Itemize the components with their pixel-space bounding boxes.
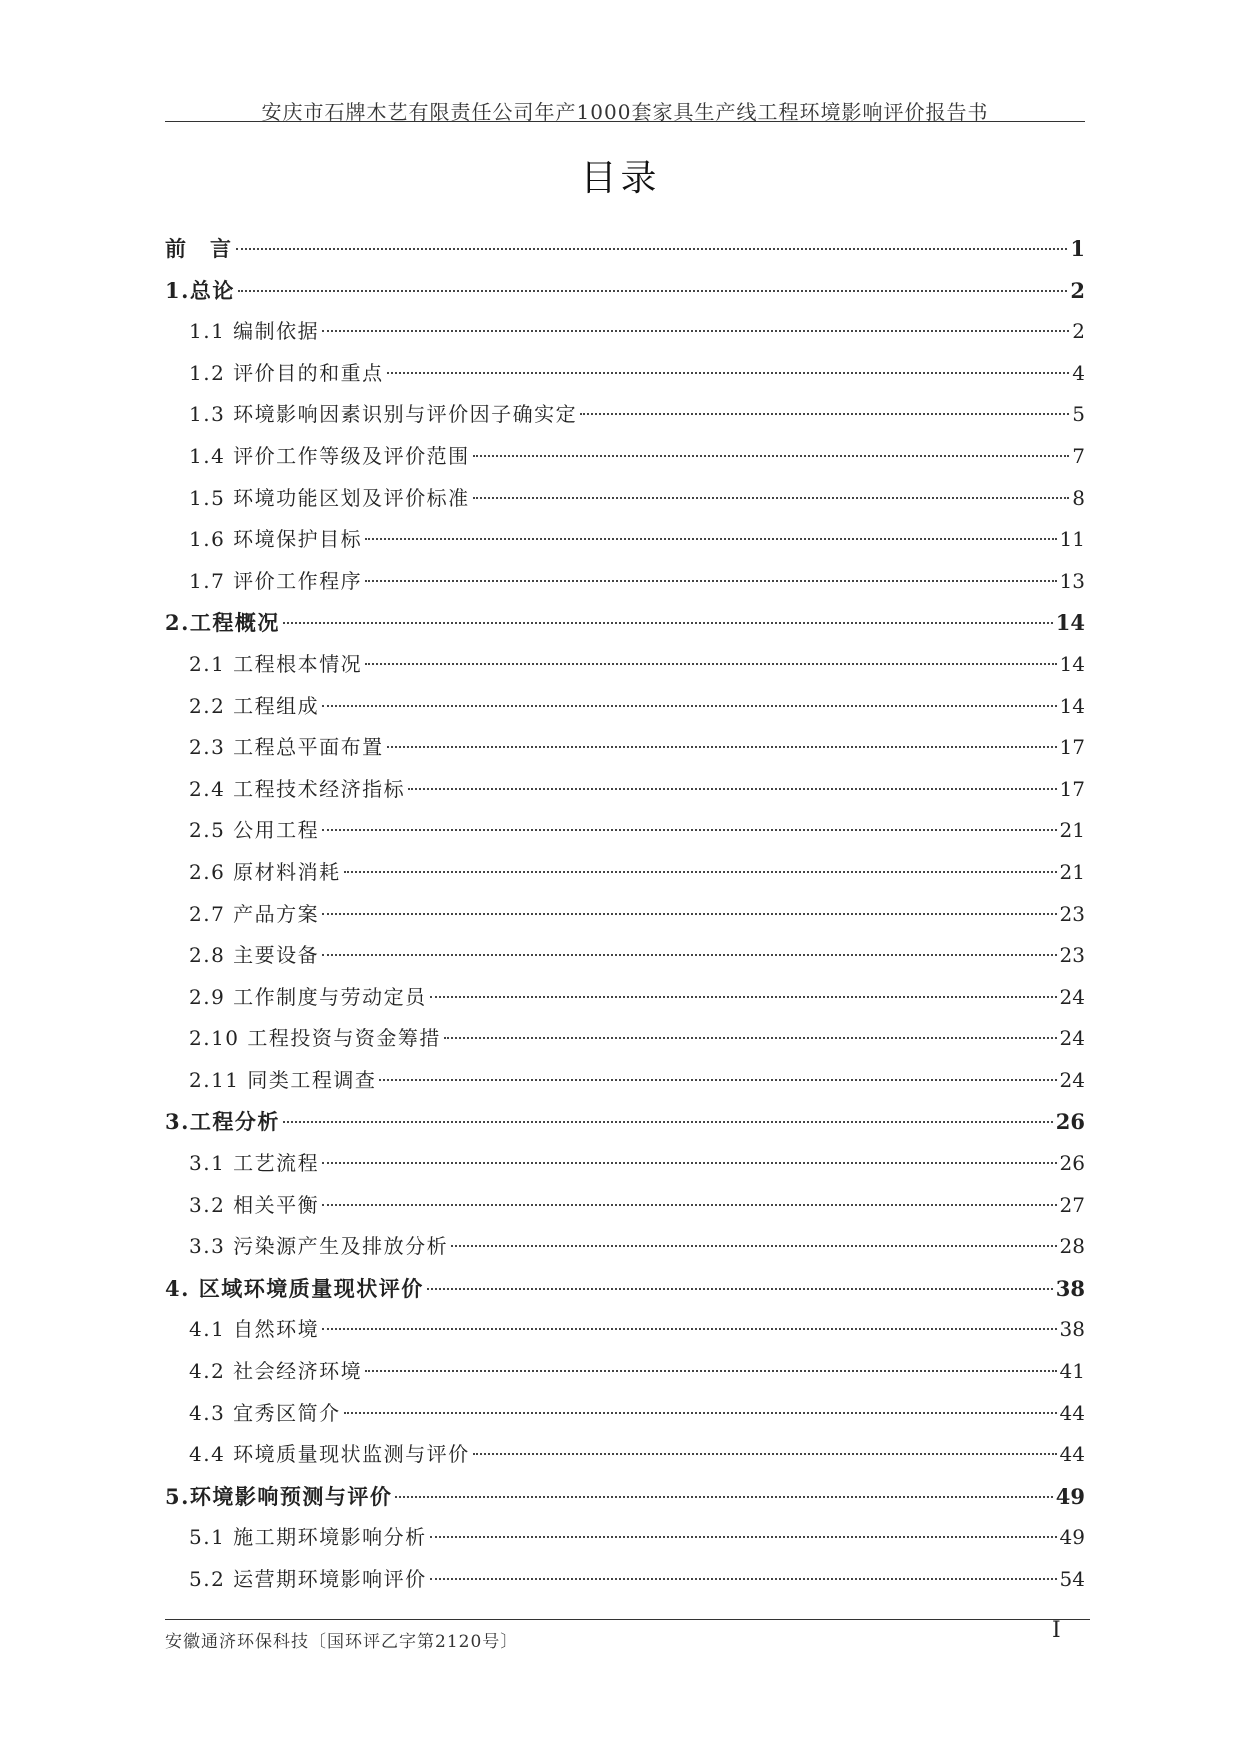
toc-entry[interactable] bbox=[165, 1476, 1085, 1518]
toc-entry-page-number: 41 bbox=[1059, 1359, 1085, 1384]
toc-entry-page-number: 5 bbox=[1072, 402, 1085, 427]
toc-entry[interactable] bbox=[165, 1309, 1085, 1351]
toc-entry-page-number: 14 bbox=[1059, 651, 1085, 676]
toc-entry[interactable] bbox=[165, 436, 1085, 478]
toc-leader-dots bbox=[322, 913, 1056, 915]
toc-leader-dots bbox=[322, 954, 1056, 956]
toc-entry-page-number: 54 bbox=[1059, 1567, 1085, 1591]
toc-entry-label: 1.2 评价目的和重点 bbox=[189, 360, 384, 385]
toc-entry-label: 1.总论 bbox=[165, 277, 235, 303]
toc-entry-label: 3.1 工艺流程 bbox=[189, 1151, 320, 1176]
toc-leader-dots bbox=[395, 1496, 1052, 1498]
toc-entry[interactable] bbox=[165, 769, 1085, 811]
toc-entry[interactable] bbox=[165, 727, 1085, 769]
toc-entry-label: 2.2 工程组成 bbox=[189, 693, 320, 718]
toc-leader-dots bbox=[427, 1288, 1053, 1290]
table-of-contents bbox=[165, 228, 1085, 1601]
page-header-title: 安庆市石牌木艺有限责任公司年产1000套家具生产线工程环境影响评价报告书 bbox=[261, 100, 989, 124]
toc-leader-dots bbox=[387, 746, 1057, 748]
page-title: 目录 bbox=[580, 158, 661, 199]
toc-entry-label: 1.4 评价工作等级及评价范围 bbox=[189, 443, 470, 468]
toc-entry-label: 4.1 自然环境 bbox=[189, 1317, 320, 1342]
toc-entry[interactable] bbox=[165, 270, 1085, 312]
toc-entry[interactable] bbox=[165, 1268, 1085, 1310]
toc-entry-page-number: 21 bbox=[1059, 859, 1085, 884]
toc-entry[interactable] bbox=[165, 935, 1085, 977]
toc-entry[interactable] bbox=[165, 1434, 1085, 1476]
toc-entry-page-number: 44 bbox=[1059, 1400, 1085, 1425]
toc-entry-page-number: 13 bbox=[1059, 568, 1085, 593]
toc-entry-label: 5.环境影响预测与评价 bbox=[165, 1483, 393, 1509]
toc-entry-label: 2.11 同类工程调查 bbox=[189, 1067, 377, 1092]
header-divider bbox=[165, 121, 1085, 122]
toc-entry-page-number: 24 bbox=[1059, 1067, 1085, 1092]
toc-leader-dots bbox=[344, 871, 1057, 873]
toc-leader-dots bbox=[444, 1037, 1057, 1039]
toc-entry[interactable] bbox=[165, 228, 1085, 270]
toc-entry-page-number: 14 bbox=[1059, 693, 1085, 718]
footer-divider bbox=[165, 1619, 1090, 1620]
toc-leader-dots bbox=[580, 413, 1069, 415]
toc-leader-dots bbox=[238, 290, 1067, 292]
toc-entry[interactable] bbox=[165, 1351, 1085, 1393]
toc-entry-label: 2.5 公用工程 bbox=[189, 818, 320, 843]
toc-entry-page-number: 23 bbox=[1059, 943, 1085, 968]
toc-entry-page-number: 1 bbox=[1070, 236, 1085, 261]
toc-entry-page-number: 17 bbox=[1059, 776, 1085, 801]
toc-entry-page-number: 28 bbox=[1059, 1234, 1085, 1259]
toc-leader-dots bbox=[365, 1370, 1056, 1372]
toc-entry-page-number: 7 bbox=[1072, 443, 1085, 468]
toc-entry[interactable] bbox=[165, 561, 1085, 603]
toc-leader-dots bbox=[473, 497, 1070, 499]
toc-entry-label: 2.6 原材料消耗 bbox=[189, 859, 341, 884]
toc-entry-page-number: 2 bbox=[1070, 277, 1085, 303]
toc-leader-dots bbox=[322, 330, 1069, 332]
toc-entry-page-number: 24 bbox=[1059, 984, 1085, 1009]
toc-entry-page-number: 17 bbox=[1059, 735, 1085, 760]
toc-entry-page-number: 38 bbox=[1059, 1317, 1085, 1342]
toc-leader-dots bbox=[430, 996, 1057, 998]
toc-entry[interactable] bbox=[165, 1226, 1085, 1268]
toc-entry-page-number: 8 bbox=[1072, 485, 1085, 510]
toc-entry-page-number: 23 bbox=[1059, 901, 1085, 926]
toc-entry-label: 3.工程分析 bbox=[165, 1109, 280, 1135]
toc-entry-label: 1.1 编制依据 bbox=[189, 319, 320, 344]
toc-entry[interactable] bbox=[165, 1559, 1085, 1601]
toc-entry[interactable] bbox=[165, 852, 1085, 894]
toc-entry-label: 2.7 产品方案 bbox=[189, 901, 320, 926]
toc-leader-dots bbox=[322, 829, 1056, 831]
toc-entry-label: 1.3 环境影响因素识别与评价因子确实定 bbox=[189, 402, 578, 427]
toc-leader-dots bbox=[387, 372, 1070, 374]
toc-entry-label: 前 言 bbox=[165, 236, 233, 261]
toc-entry[interactable] bbox=[165, 1060, 1085, 1102]
toc-leader-dots bbox=[283, 1121, 1053, 1123]
toc-entry[interactable] bbox=[165, 977, 1085, 1019]
toc-leader-dots bbox=[430, 1578, 1057, 1580]
toc-entry[interactable] bbox=[165, 394, 1085, 436]
toc-entry-page-number: 11 bbox=[1059, 527, 1085, 552]
toc-entry-label: 2.10 工程投资与资金筹措 bbox=[189, 1026, 441, 1051]
toc-entry-label: 4. 区域环境质量现状评价 bbox=[165, 1275, 424, 1301]
toc-entry-page-number: 49 bbox=[1059, 1525, 1085, 1550]
toc-entry-label: 1.6 环境保护目标 bbox=[189, 527, 363, 552]
toc-leader-dots bbox=[451, 1245, 1056, 1247]
toc-leader-dots bbox=[365, 580, 1056, 582]
toc-leader-dots bbox=[283, 622, 1053, 624]
toc-entry[interactable] bbox=[165, 478, 1085, 520]
toc-entry[interactable] bbox=[165, 311, 1085, 353]
footer-page-number: I bbox=[1052, 1618, 1061, 1643]
toc-leader-dots bbox=[322, 1162, 1056, 1164]
toc-leader-dots bbox=[322, 705, 1056, 707]
toc-entry[interactable] bbox=[165, 644, 1085, 686]
toc-entry[interactable] bbox=[165, 1393, 1085, 1435]
toc-entry-label: 1.7 评价工作程序 bbox=[189, 568, 363, 593]
toc-entry-label: 5.2 运营期环境影响评价 bbox=[189, 1567, 427, 1591]
toc-entry-label: 3.3 污染源产生及排放分析 bbox=[189, 1234, 449, 1259]
toc-leader-dots bbox=[430, 1536, 1057, 1538]
toc-entry-label: 4.4 环境质量现状监测与评价 bbox=[189, 1442, 470, 1467]
toc-entry-label: 5.1 施工期环境影响分析 bbox=[189, 1525, 427, 1550]
toc-entry[interactable] bbox=[165, 353, 1085, 395]
toc-entry-page-number: 27 bbox=[1059, 1192, 1085, 1217]
toc-entry-page-number: 14 bbox=[1055, 610, 1085, 636]
toc-leader-dots bbox=[473, 1453, 1057, 1455]
toc-leader-dots bbox=[344, 1412, 1057, 1414]
toc-entry-page-number: 26 bbox=[1055, 1109, 1085, 1135]
toc-entry-page-number: 44 bbox=[1059, 1442, 1085, 1467]
toc-entry[interactable] bbox=[165, 1101, 1085, 1143]
toc-entry[interactable] bbox=[165, 519, 1085, 561]
toc-entry[interactable] bbox=[165, 1143, 1085, 1185]
toc-entry[interactable] bbox=[165, 894, 1085, 936]
toc-entry-label: 2.9 工作制度与劳动定员 bbox=[189, 984, 427, 1009]
toc-entry-label: 4.2 社会经济环境 bbox=[189, 1359, 363, 1384]
toc-entry-page-number: 21 bbox=[1059, 818, 1085, 843]
footer-organization: 安徽通济环保科技〔国环评乙字第2120号〕 bbox=[165, 1632, 519, 1652]
toc-entry-page-number: 2 bbox=[1072, 319, 1085, 344]
toc-leader-dots bbox=[322, 1204, 1056, 1206]
toc-entry-label: 4.3 宜秀区简介 bbox=[189, 1400, 341, 1425]
toc-leader-dots bbox=[365, 538, 1056, 540]
toc-entry-page-number: 4 bbox=[1072, 360, 1085, 385]
toc-leader-dots bbox=[379, 1079, 1056, 1081]
toc-entry-page-number: 24 bbox=[1059, 1026, 1085, 1051]
toc-entry-label: 1.5 环境功能区划及评价标准 bbox=[189, 485, 470, 510]
toc-entry[interactable] bbox=[165, 602, 1085, 644]
toc-entry-label: 2.3 工程总平面布置 bbox=[189, 735, 384, 760]
toc-entry-page-number: 49 bbox=[1055, 1483, 1085, 1509]
toc-entry-label: 2.8 主要设备 bbox=[189, 943, 320, 968]
toc-leader-dots bbox=[322, 1328, 1056, 1330]
toc-entry-label: 2.1 工程根本情况 bbox=[189, 651, 363, 676]
toc-leader-dots bbox=[365, 663, 1056, 665]
toc-entry[interactable] bbox=[165, 1185, 1085, 1227]
toc-entry-label: 2.4 工程技术经济指标 bbox=[189, 776, 406, 801]
toc-leader-dots bbox=[408, 788, 1056, 790]
toc-entry-page-number: 26 bbox=[1059, 1151, 1085, 1176]
toc-entry-label: 2.工程概况 bbox=[165, 610, 280, 636]
toc-entry-page-number: 38 bbox=[1055, 1275, 1085, 1301]
toc-leader-dots bbox=[236, 248, 1068, 250]
toc-entry[interactable] bbox=[165, 1517, 1085, 1559]
toc-entry-label: 3.2 相关平衡 bbox=[189, 1192, 320, 1217]
toc-leader-dots bbox=[473, 455, 1070, 457]
toc-entry[interactable] bbox=[165, 686, 1085, 728]
toc-entry[interactable] bbox=[165, 810, 1085, 852]
toc-entry[interactable] bbox=[165, 1018, 1085, 1060]
